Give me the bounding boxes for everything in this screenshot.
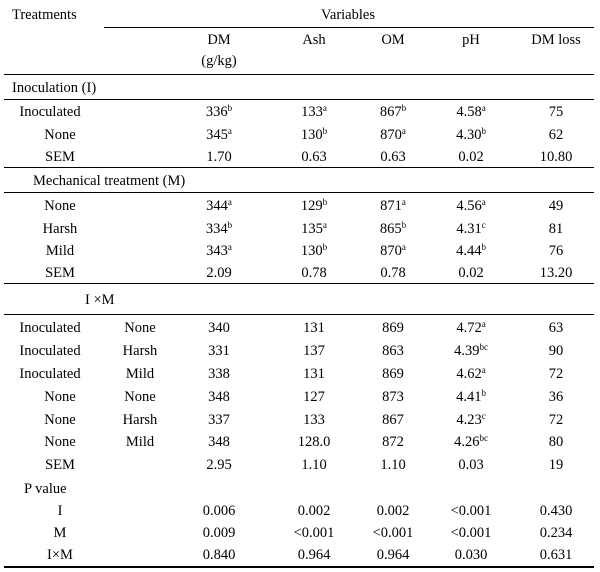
table-cell (380, 104, 406, 120)
column-header: DM loss (531, 32, 581, 48)
row-label: Harsh (42, 221, 78, 237)
table-cell: 0.009 (202, 525, 236, 541)
table-cell (303, 366, 325, 382)
cell-value: 4.30 (456, 127, 482, 143)
cell-value: 867 (379, 104, 402, 120)
table-cell (380, 149, 405, 165)
table-cell (380, 198, 406, 214)
table-cell (206, 104, 232, 120)
cell-value: 127 (303, 389, 325, 405)
cell-value: 4.56 (456, 198, 482, 214)
cell-value: 4.58 (456, 104, 482, 120)
cell-value: 331 (208, 343, 230, 359)
cell-value: 1.10 (301, 457, 327, 473)
table-cell (301, 265, 326, 281)
cell-value: 4.23 (456, 412, 482, 428)
table-cell (549, 457, 564, 473)
cell-value: 133 (303, 412, 325, 428)
cell-value: 130 (300, 127, 323, 143)
cell-value: 867 (382, 412, 404, 428)
cell-value: 1.10 (380, 457, 406, 473)
table-cell (380, 457, 405, 473)
cell-value: 4.62 (456, 366, 482, 382)
significance-letter: a (481, 197, 486, 207)
row-label-inoculation: Inoculated (19, 366, 81, 382)
table-cell (206, 265, 231, 281)
cell-value: 869 (382, 320, 404, 336)
cell-value: 62 (548, 127, 564, 143)
section-title-pvalue: P value (24, 481, 67, 497)
significance-letter: c (481, 411, 486, 421)
cell-value: 72 (548, 366, 564, 382)
cell-value: 338 (208, 366, 230, 382)
table-cell (456, 198, 485, 214)
cell-value: 19 (548, 457, 564, 473)
cell-value: 334 (205, 221, 228, 237)
rule (4, 283, 594, 284)
table-cell (380, 243, 406, 259)
cell-value: 137 (303, 343, 325, 359)
table-cell: 0.030 (454, 547, 488, 563)
cell-value: 130 (300, 243, 323, 259)
row-label-inoculation: Inoculated (19, 320, 81, 336)
table-cell: <0.001 (293, 525, 335, 541)
cell-value: 36 (548, 389, 564, 405)
header-rule (104, 27, 594, 28)
table-cell (208, 320, 230, 336)
table-cell (208, 343, 230, 359)
bottom-rule (4, 566, 594, 568)
cell-value: 337 (208, 412, 230, 428)
cell-value: 343 (206, 243, 228, 259)
cell-value: 870 (380, 127, 402, 143)
table-cell (549, 243, 564, 259)
table-cell (206, 149, 231, 165)
dm-unit: (g/kg) (201, 53, 237, 69)
table-cell (456, 243, 486, 259)
table-cell (382, 366, 404, 382)
cell-value: 4.39 (454, 343, 480, 359)
row-label-mechanical: None (124, 320, 156, 336)
row-label: None (44, 127, 76, 143)
table-cell (458, 149, 483, 165)
cell-value: 0.03 (458, 457, 484, 473)
table-cell (208, 412, 230, 428)
significance-letter: b (322, 242, 328, 252)
significance-letter: b (401, 220, 407, 230)
table-cell (301, 457, 326, 473)
table-cell (206, 198, 232, 214)
table-cell (549, 343, 564, 359)
row-label-mechanical: Mild (125, 434, 155, 450)
table-cell (301, 149, 326, 165)
significance-letter: b (227, 220, 233, 230)
row-label-inoculation: None (44, 434, 76, 450)
cell-value: 873 (382, 389, 404, 405)
cell-value: 2.09 (206, 265, 232, 281)
table-cell: 0.234 (539, 525, 573, 541)
significance-letter: bc (479, 433, 488, 443)
row-label: M (53, 525, 67, 541)
cell-value: 76 (548, 243, 564, 259)
section-title-interaction: I ×M (85, 292, 115, 308)
table-cell (303, 412, 325, 428)
rule (4, 314, 594, 315)
row-label-mechanical: Mild (125, 366, 155, 382)
table-cell (549, 127, 564, 143)
row-label-mechanical: Harsh (122, 343, 158, 359)
table-cell: 0.631 (539, 547, 573, 563)
cell-value: 865 (379, 221, 402, 237)
significance-letter: a (322, 103, 327, 113)
row-label: SEM (45, 149, 75, 165)
cell-value: 81 (548, 221, 564, 237)
row-label-mechanical: Harsh (122, 412, 158, 428)
cell-value: 348 (208, 434, 230, 450)
significance-letter: b (322, 197, 328, 207)
cell-value: 72 (548, 412, 564, 428)
treatments-header: Treatments (12, 7, 77, 23)
cell-value: 4.72 (456, 320, 482, 336)
significance-letter: a (401, 126, 406, 136)
row-label: Mild (45, 243, 75, 259)
cell-value: 2.95 (206, 457, 232, 473)
significance-letter: a (227, 197, 232, 207)
table-cell (549, 104, 564, 120)
table-cell (456, 389, 486, 405)
significance-letter: b (401, 103, 407, 113)
cell-value: 4.31 (456, 221, 482, 237)
cell-value: 0.63 (301, 149, 327, 165)
table-cell (301, 104, 327, 120)
table-cell (382, 412, 404, 428)
significance-letter: a (401, 197, 406, 207)
significance-letter: b (481, 242, 486, 252)
section-title-inoculation: Inoculation (I) (12, 80, 97, 96)
rule (4, 99, 594, 100)
table-cell (206, 243, 232, 259)
table-cell (454, 434, 488, 450)
table-cell (456, 412, 485, 428)
rule (4, 74, 594, 75)
column-header: pH (462, 32, 480, 48)
table-cell: 0.002 (376, 503, 410, 519)
table-cell (303, 343, 325, 359)
cell-value: 0.02 (458, 149, 484, 165)
rule (4, 192, 594, 193)
cell-value: 345 (206, 127, 228, 143)
table-cell (208, 434, 230, 450)
table-cell: 0.964 (376, 547, 410, 563)
table-cell: 0.840 (202, 547, 236, 563)
table-cell (549, 366, 564, 382)
table-cell (456, 127, 486, 143)
table-cell (380, 127, 406, 143)
significance-letter: a (481, 319, 486, 329)
column-header: Ash (302, 32, 326, 48)
cell-value: 13.20 (539, 265, 573, 281)
table-cell (382, 343, 404, 359)
row-label: SEM (45, 457, 75, 473)
significance-letter: c (481, 220, 486, 230)
table-cell (206, 221, 232, 237)
cell-value: 129 (300, 198, 323, 214)
table-cell (208, 366, 230, 382)
table-cell (380, 265, 405, 281)
table-cell (208, 389, 230, 405)
cell-value: 133 (301, 104, 323, 120)
table-cell (456, 320, 485, 336)
row-label-inoculation: Inoculated (19, 343, 81, 359)
cell-value: 0.02 (458, 265, 484, 281)
significance-letter: bc (479, 342, 488, 352)
cell-value: 1.70 (206, 149, 232, 165)
rule (4, 167, 594, 168)
significance-letter: b (481, 388, 486, 398)
cell-value: 131 (303, 366, 325, 382)
table-cell (540, 265, 573, 281)
section-title-mechanical: Mechanical treatment (M) (33, 173, 186, 189)
cell-value: 131 (303, 320, 325, 336)
cell-value: 340 (208, 320, 230, 336)
table-cell: 0.006 (202, 503, 236, 519)
table-cell (549, 434, 564, 450)
table-cell (454, 343, 488, 359)
cell-value: 80 (548, 434, 564, 450)
table-cell (549, 320, 564, 336)
cell-value: 63 (548, 320, 564, 336)
table-cell (301, 221, 327, 237)
cell-value: 10.80 (539, 149, 573, 165)
row-label: None (44, 198, 76, 214)
table-cell (206, 127, 232, 143)
table-cell: <0.001 (450, 525, 492, 541)
row-label-inoculation: None (44, 412, 76, 428)
cell-value: 0.78 (380, 265, 406, 281)
cell-value: 4.41 (456, 389, 482, 405)
table-cell (456, 366, 485, 382)
cell-value: 75 (548, 104, 564, 120)
cell-value: 348 (208, 389, 230, 405)
cell-value: 90 (548, 343, 564, 359)
cell-value: 49 (548, 198, 564, 214)
significance-letter: a (322, 220, 327, 230)
significance-letter: a (401, 242, 406, 252)
table-cell (301, 243, 327, 259)
significance-letter: b (322, 126, 328, 136)
table-cell (298, 434, 331, 450)
significance-letter: a (227, 126, 232, 136)
significance-letter: a (481, 103, 486, 113)
row-label: SEM (45, 265, 75, 281)
table-cell (540, 149, 573, 165)
significance-letter: b (227, 103, 233, 113)
table-cell (382, 320, 404, 336)
row-label-inoculation: None (44, 389, 76, 405)
table-cell (458, 265, 483, 281)
table-cell (456, 104, 485, 120)
table-cell (549, 198, 564, 214)
table-cell: 0.964 (297, 547, 331, 563)
cell-value: 869 (382, 366, 404, 382)
significance-letter: a (481, 365, 486, 375)
table-cell (382, 434, 404, 450)
table-cell (303, 320, 325, 336)
table-cell (549, 412, 564, 428)
table-cell (301, 198, 327, 214)
table-cell (382, 389, 404, 405)
significance-letter: a (227, 242, 232, 252)
column-header: DM (207, 32, 231, 48)
cell-value: 871 (380, 198, 402, 214)
cell-value: 336 (205, 104, 228, 120)
table-cell: <0.001 (450, 503, 492, 519)
variables-header: Variables (321, 7, 375, 23)
cell-value: 4.44 (456, 243, 482, 259)
cell-value: 0.78 (301, 265, 327, 281)
cell-value: 863 (382, 343, 404, 359)
row-label: Inoculated (19, 104, 81, 120)
table-cell (380, 221, 406, 237)
cell-value: 135 (301, 221, 323, 237)
cell-value: 870 (380, 243, 402, 259)
table-cell (458, 457, 483, 473)
table-cell (549, 221, 564, 237)
row-label: I×M (47, 547, 73, 563)
table-cell (206, 457, 231, 473)
table-cell (301, 127, 327, 143)
cell-value: 0.63 (380, 149, 406, 165)
table-cell (456, 221, 485, 237)
cell-value: 872 (382, 434, 404, 450)
table-cell: <0.001 (372, 525, 414, 541)
cell-value: 4.26 (454, 434, 480, 450)
significance-letter: b (481, 126, 486, 136)
table-cell (303, 389, 325, 405)
table-cell: 0.002 (297, 503, 331, 519)
row-label-mechanical: None (124, 389, 156, 405)
table-cell (549, 389, 564, 405)
table-cell: 0.430 (539, 503, 573, 519)
cell-value: 128.0 (297, 434, 331, 450)
column-header: OM (381, 32, 405, 48)
row-label: I (57, 503, 63, 519)
cell-value: 344 (206, 198, 228, 214)
